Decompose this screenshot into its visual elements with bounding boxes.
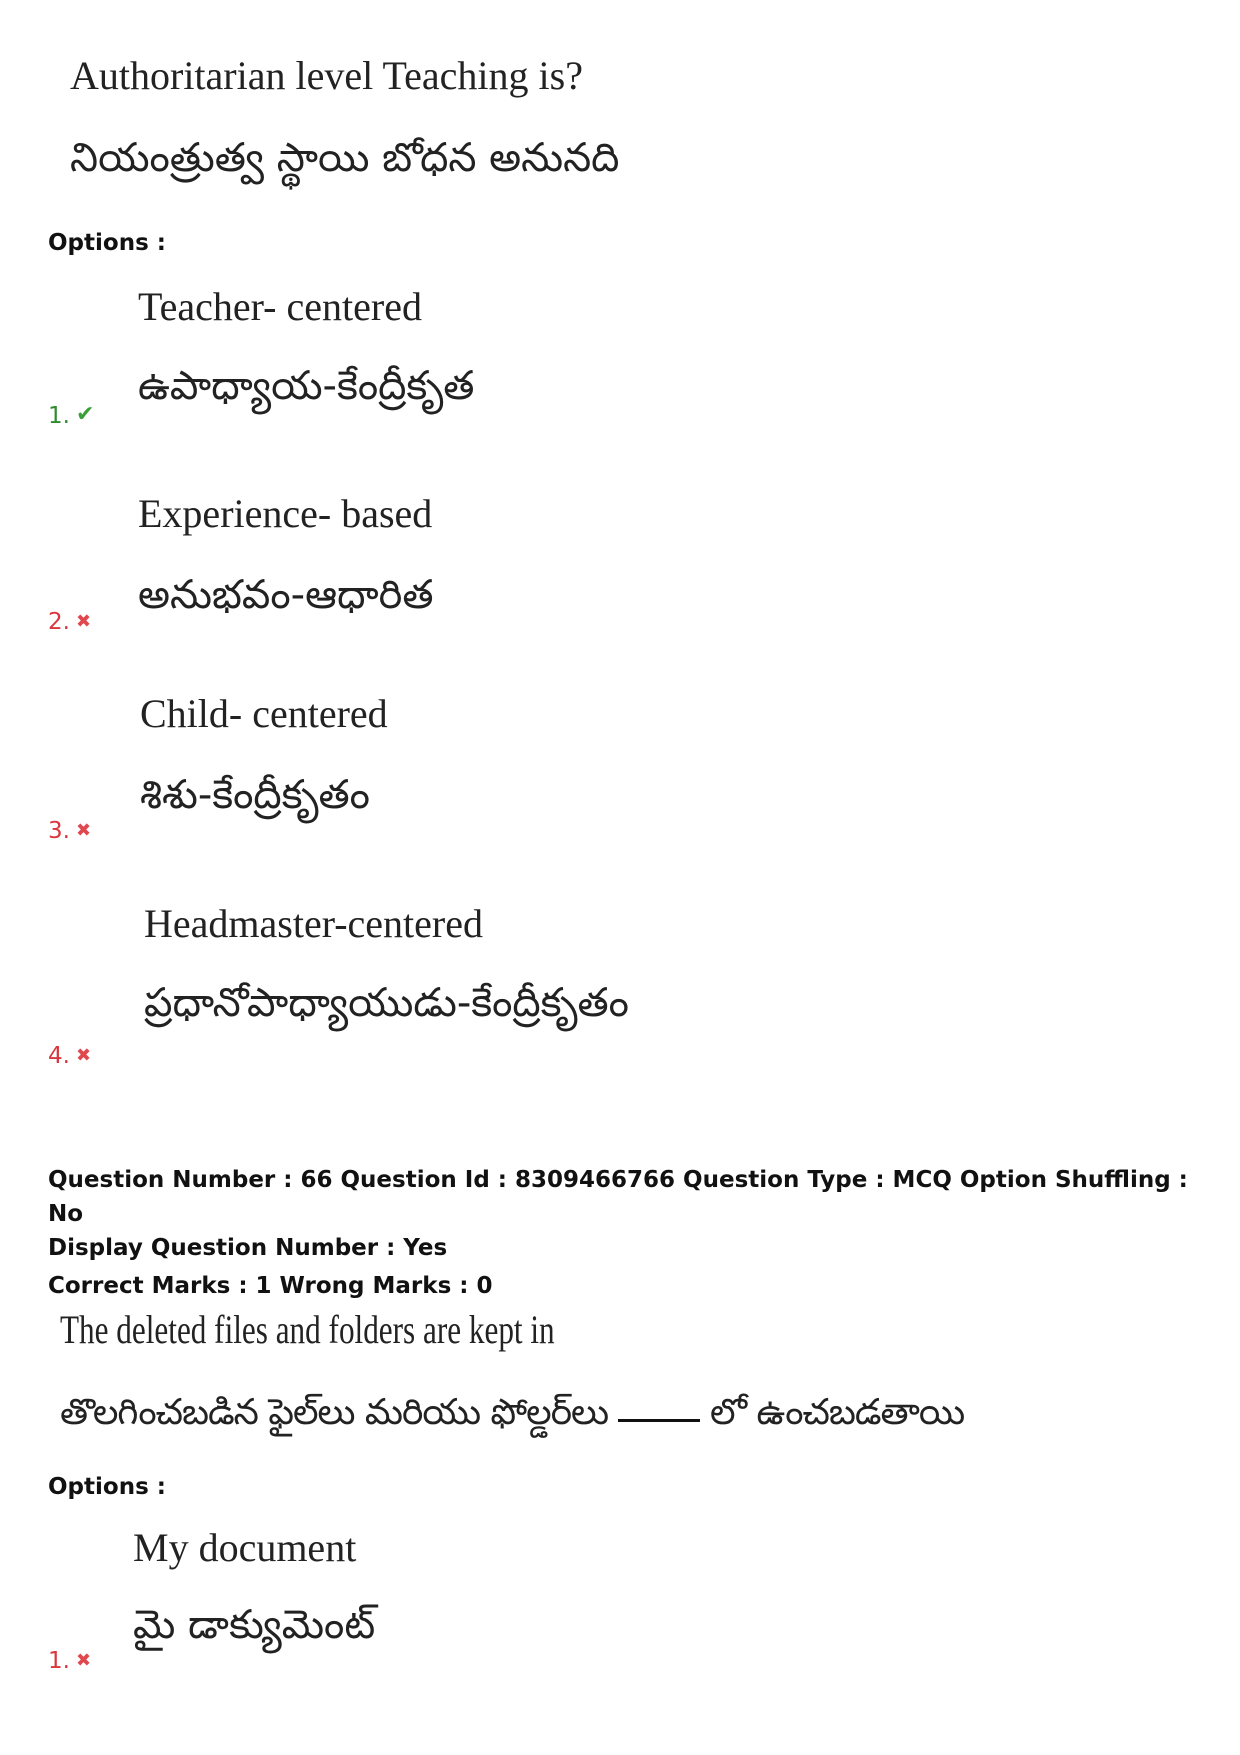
option-1-text-te: ఉపాధ్యాయ-కేంద్రీకృత: [138, 363, 475, 409]
check-icon: ✔: [75, 402, 95, 427]
cross-icon: ✖: [75, 820, 92, 841]
question-meta-line-3: Correct Marks : 1 Wrong Marks : 0: [48, 1273, 493, 1299]
option-2-text-te: అనుభవం-ఆధారిత: [138, 572, 434, 618]
option-1-text-en: My document: [133, 1525, 357, 1570]
option-3-text-en: Child- centered: [140, 691, 388, 736]
cross-icon: ✖: [75, 1045, 92, 1066]
option-number: 1.: [48, 1648, 70, 1674]
question-text-te: [60, 1392, 964, 1442]
option-3-text-te: శిశు-కేంద్రీకృతం: [140, 772, 370, 818]
option-4-text-en: Headmaster-centered: [144, 901, 483, 946]
question-text-te-part-2: లో ఉంచబడతాయి: [710, 1392, 965, 1433]
option-2-number: [48, 609, 91, 635]
options-label: Options :: [48, 1474, 166, 1500]
cross-icon: ✖: [75, 1650, 92, 1671]
question-text-te-part-1: తొలగించబడిన ఫైల్‌లు మరియు ఫోల్డర్‌లు: [60, 1392, 609, 1433]
question-meta-line-1: Question Number : 66 Question Id : 8309466766 Question Type : MCQ Option Shuffling : No: [48, 1167, 1188, 1227]
cross-icon: ✖: [75, 611, 92, 632]
option-number: 3.: [48, 818, 70, 844]
question-text-en: The deleted files and folders are kept in: [60, 1307, 555, 1352]
option-number: 4.: [48, 1043, 70, 1069]
option-3-number: [48, 818, 91, 844]
option-1-text-te: మై డాక్యుమెంట్: [133, 1602, 376, 1648]
answer-blank: [618, 1419, 700, 1422]
option-4-text-te: ప్రధానోపాధ్యాయుడు-కేంద్రీకృతం: [144, 980, 629, 1026]
question-text-en: Authoritarian level Teaching is?: [70, 53, 583, 98]
option-2-text-en: Experience- based: [138, 491, 433, 536]
option-number: 2.: [48, 609, 70, 635]
option-number: 1.: [48, 403, 70, 429]
option-4-number: [48, 1043, 91, 1069]
question-text-te: నియంత్రుత్వ స్థాయి బోధన అనునది: [70, 135, 620, 181]
option-1-text-en: Teacher- centered: [138, 284, 422, 329]
question-meta: [48, 1163, 1228, 1303]
option-1-number: [48, 402, 94, 429]
question-meta-line-2: Display Question Number : Yes: [48, 1235, 448, 1261]
options-label: Options :: [48, 230, 166, 256]
option-1-number: [48, 1648, 91, 1674]
